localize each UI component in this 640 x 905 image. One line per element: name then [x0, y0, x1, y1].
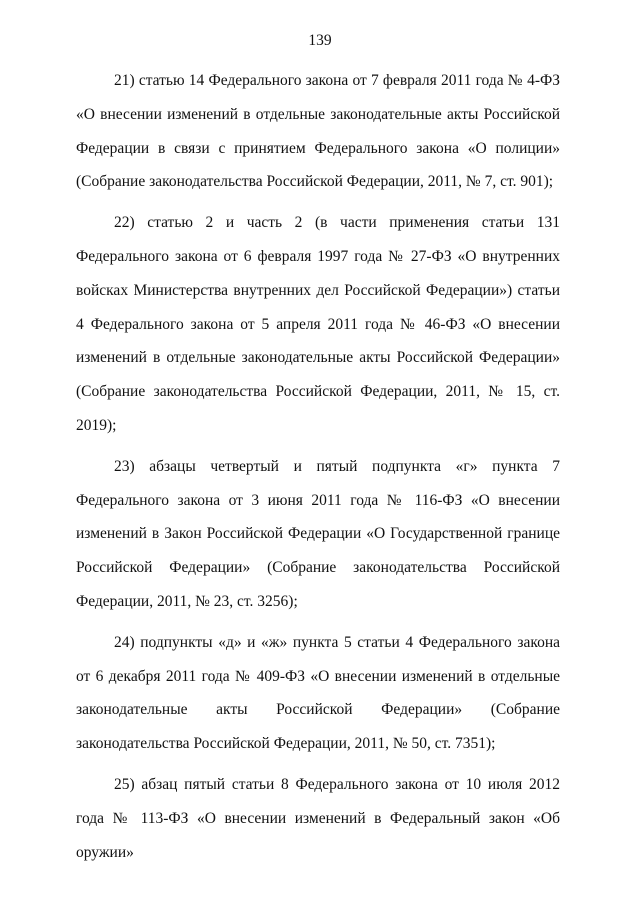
- paragraph-21: 21) статью 14 Федерального закона от 7 февраля 2011 года № 4-ФЗ «О внесении изменений в отдельные законодательные акты Российской Федерации в связи с принятием Федерального закона «О полиции» (Собрание законодательства Российской Федерации, 2011, № 7, ст. 901);: [76, 72, 560, 191]
- paragraph-24: 24) подпункты «д» и «ж» пункта 5 статьи 4 Федерального закона от 6 декабря 2011 года № 409-ФЗ «О внесении изменений в отдельные законодательные акты Российской Федерации» (Собрание законодательства Российской Федерации, 2011, № 50, ст. 7351);: [76, 633, 560, 753]
- paragraph-22: 22) статью 2 и часть 2 (в части применения статьи 131 Федерального закона от 6 февраля 1997 года № 27-ФЗ «О внутренних войсках Министерства внутренних дел Российской Федерации») статьи 4 Федерального закона от 5 апреля 2011 года № 46-ФЗ «О внесении изменений в отдельные законодательные акты Российской Федерации» (Собрание законодательства Российской Федерации, 2011, № 15, ст. 2019);: [76, 214, 560, 434]
- page-number: 139: [308, 32, 332, 49]
- paragraph-25: 25) абзац пятый статьи 8 Федерального закона от 10 июля 2012 года № 113-ФЗ «О внесении изменений в Федеральный закон «Об оружии»: [76, 775, 560, 861]
- document-body: [76, 64, 560, 876]
- paragraph-23: 23) абзацы четвертый и пятый подпункта «г» пункта 7 Федерального закона от 3 июня 2011 года № 116-ФЗ «О внесении изменений в Закон Российской Федерации «О Государственной границе Российской Федерации» (Собрание законодательства Российской Федерации, 2011, № 23, ст. 3256);: [76, 457, 560, 610]
